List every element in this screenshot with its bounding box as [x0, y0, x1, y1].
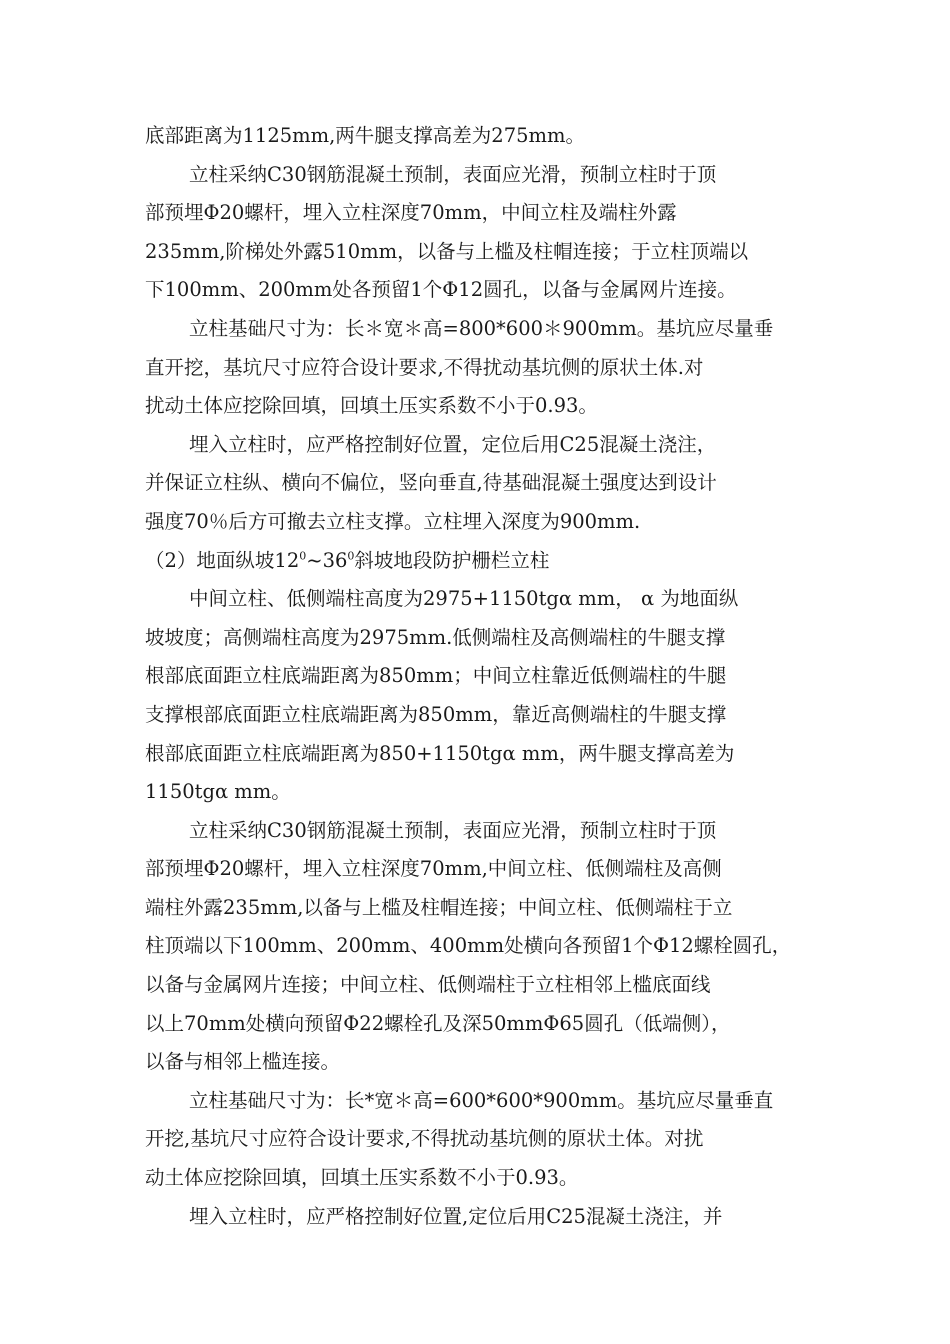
text-line: 坡坡度；高侧端柱高度为2975mm.低侧端柱及高侧端柱的牛腿支撑	[145, 625, 726, 649]
text-line: 支撑根部底面距立柱底端距离为850mm，靠近高侧端柱的牛腿支撑	[145, 702, 727, 726]
text-line: 部预埋Φ20螺杆，埋入立柱深度70mm,中间立柱、低侧端柱及高侧	[145, 857, 722, 881]
text-line: 柱顶端以下100mm、200mm、400mm处横向各预留1个Φ12螺栓圆孔，	[145, 934, 792, 958]
text-line: 端柱外露235mm,以备与上槛及柱帽连接；中间立柱、低侧端柱于立	[145, 895, 733, 919]
paragraph-start-line: 立柱采纳C30钢筋混凝土预制，表面应光滑，预制立柱时于顶	[189, 162, 717, 186]
text-line: 扰动土体应挖除回填，回填土压实系数不小于0.93。	[145, 394, 598, 418]
heading-text-after: 斜坡地段防护栅栏立柱	[354, 548, 550, 572]
paragraph-start-line: 立柱基础尺寸为：长＊宽＊高=800*600＊900mm。基坑应尽量垂	[189, 316, 774, 340]
heading-text-before: （2）地面纵坡12	[145, 548, 300, 572]
text-line: 下100mm、200mm处各预留1个Φ12圆孔，以备与金属网片连接。	[145, 278, 737, 302]
text-line: 根部底面距立柱底端距离为850+1150tgα mm，两牛腿支撑高差为	[145, 741, 735, 765]
text-line: 以上70mm处横向预留Φ22螺栓孔及深50mmΦ65圆孔（低端侧），	[145, 1011, 731, 1035]
paragraph-start-line: 立柱基础尺寸为：长*宽＊高=600*600*900mm。基坑应尽量垂直	[189, 1088, 774, 1112]
paragraph-start-line: 中间立柱、低侧端柱高度为2975+1150tgα mm， α 为地面纵	[189, 587, 739, 611]
degree-superscript: 0	[299, 549, 307, 563]
paragraph-start-line: 立柱采纳C30钢筋混凝土预制，表面应光滑，预制立柱时于顶	[189, 818, 717, 842]
text-line: 直开挖，基坑尺寸应符合设计要求,不得扰动基坑侧的原状土体.对	[145, 355, 704, 379]
text-line: 235mm,阶梯处外露510mm，以备与上槛及柱帽连接；于立柱顶端以	[145, 239, 749, 263]
text-line: 根部底面距立柱底端距离为850mm；中间立柱靠近低侧端柱的牛腿	[145, 664, 727, 688]
text-line: 强度70％后方可撤去立柱支撑。立柱埋入深度为900mm.	[145, 509, 641, 533]
text-line: 以备与相邻上槛连接。	[145, 1050, 341, 1074]
text-line: 动土体应挖除回填，回填土压实系数不小于0.93。	[145, 1166, 579, 1190]
heading-text-mid: ~36	[306, 548, 348, 572]
text-line: 部预埋Φ20螺杆，埋入立柱深度70mm，中间立柱及端柱外露	[145, 201, 677, 225]
section-heading	[145, 542, 805, 581]
text-line: 开挖,基坑尺寸应符合设计要求,不得扰动基坑侧的原状土体。对扰	[145, 1127, 704, 1151]
degree-superscript: 0	[347, 549, 355, 563]
text-line: 1150tgα mm。	[145, 780, 291, 804]
paragraph-start-line: 埋入立柱时，应严格控制好位置，定位后用C25混凝土浇注，	[189, 432, 717, 456]
text-line: 底部距离为1125mm,两牛腿支撑高差为275mm。	[145, 124, 586, 147]
document-body	[145, 117, 805, 1236]
paragraph-start-line: 埋入立柱时，应严格控制好位置,定位后用C25混凝土浇注，并	[189, 1204, 723, 1228]
text-line: 并保证立柱纵、横向不偏位，竖向垂直,待基础混凝土强度达到设计	[145, 471, 717, 495]
text-line: 以备与金属网片连接；中间立柱、低侧端柱于立柱相邻上槛底面线	[145, 973, 711, 997]
